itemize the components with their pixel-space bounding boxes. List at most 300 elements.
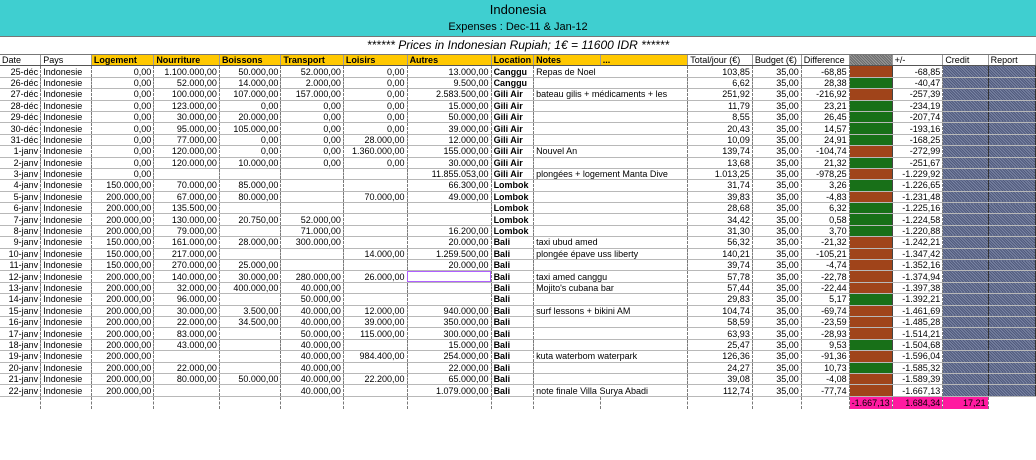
- cell-boissons[interactable]: 107.000,00: [219, 89, 280, 100]
- cell-date[interactable]: 25-déc: [0, 66, 41, 77]
- cell-autres[interactable]: 2.583.500,00: [407, 89, 491, 100]
- cell-location[interactable]: Bali: [491, 260, 534, 271]
- cell-boissons[interactable]: 50.000,00: [219, 66, 280, 77]
- cell-loisirs[interactable]: 0,00: [343, 66, 407, 77]
- cell-plus-minus[interactable]: -1.374,94: [892, 271, 943, 282]
- cell-budget[interactable]: 35,00: [752, 237, 801, 248]
- cell-plus-minus[interactable]: -257,39: [892, 89, 943, 100]
- cell-autres[interactable]: 350.000,00: [407, 316, 491, 327]
- cell-loisirs[interactable]: [343, 214, 407, 225]
- cell-indicator[interactable]: [849, 191, 892, 202]
- cell-boissons[interactable]: 0,00: [219, 100, 280, 111]
- cell-logement[interactable]: 0,00: [91, 168, 153, 179]
- cell-plus-minus[interactable]: -1.514,21: [892, 328, 943, 339]
- cell-logement[interactable]: 200.000,00: [91, 203, 153, 214]
- cell-transport[interactable]: 40.000,00: [281, 316, 343, 327]
- cell-pays[interactable]: Indonesie: [41, 260, 92, 271]
- cell-transport[interactable]: 50.000,00: [281, 294, 343, 305]
- cell-plus-minus[interactable]: -1.352,16: [892, 260, 943, 271]
- cell-credit[interactable]: [943, 385, 988, 396]
- cell-location[interactable]: Lombok: [491, 214, 534, 225]
- cell-report[interactable]: [988, 180, 1035, 191]
- cell-indicator[interactable]: [849, 123, 892, 134]
- cell-boissons[interactable]: 14.000,00: [219, 77, 280, 88]
- cell-difference[interactable]: -22,78: [801, 271, 849, 282]
- cell-total-jour[interactable]: 20,43: [688, 123, 753, 134]
- cell-pays[interactable]: Indonesie: [41, 373, 92, 384]
- cell-pays[interactable]: Indonesie: [41, 237, 92, 248]
- cell-notes[interactable]: [534, 123, 688, 134]
- header-difference[interactable]: Difference: [801, 55, 849, 66]
- cell-indicator[interactable]: [849, 203, 892, 214]
- cell-boissons[interactable]: [219, 351, 280, 362]
- cell-loisirs[interactable]: 0,00: [343, 111, 407, 122]
- cell-loisirs[interactable]: 12.000,00: [343, 305, 407, 316]
- cell-date[interactable]: 30-déc: [0, 123, 41, 134]
- cell-autres[interactable]: 9.500,00: [407, 77, 491, 88]
- cell-location[interactable]: Lombok: [491, 225, 534, 236]
- total-empty-cell[interactable]: [407, 396, 491, 409]
- cell-credit[interactable]: [943, 237, 988, 248]
- cell-indicator[interactable]: [849, 66, 892, 77]
- cell-boissons[interactable]: 20.750,00: [219, 214, 280, 225]
- header-loisirs[interactable]: Loisirs: [343, 55, 407, 66]
- cell-plus-minus[interactable]: -1.347,42: [892, 248, 943, 259]
- cell-budget[interactable]: 35,00: [752, 191, 801, 202]
- cell-total-jour[interactable]: 103,85: [688, 66, 753, 77]
- cell-nourriture[interactable]: 95.000,00: [154, 123, 220, 134]
- cell-budget[interactable]: 35,00: [752, 89, 801, 100]
- cell-location[interactable]: Bali: [491, 282, 534, 293]
- cell-budget[interactable]: 35,00: [752, 316, 801, 327]
- cell-indicator[interactable]: [849, 134, 892, 145]
- cell-indicator[interactable]: [849, 373, 892, 384]
- total-empty-cell[interactable]: [600, 396, 687, 409]
- cell-loisirs[interactable]: 0,00: [343, 157, 407, 168]
- cell-notes[interactable]: [534, 180, 688, 191]
- cell-autres[interactable]: 300.000,00: [407, 328, 491, 339]
- cell-budget[interactable]: 35,00: [752, 146, 801, 157]
- cell-location[interactable]: Bali: [491, 373, 534, 384]
- cell-difference[interactable]: 6,32: [801, 203, 849, 214]
- cell-difference[interactable]: 5,17: [801, 294, 849, 305]
- cell-date[interactable]: 5-janv: [0, 191, 41, 202]
- cell-report[interactable]: [988, 191, 1035, 202]
- cell-date[interactable]: 12-janv: [0, 271, 41, 282]
- cell-indicator[interactable]: [849, 328, 892, 339]
- cell-indicator[interactable]: [849, 146, 892, 157]
- total-empty-cell[interactable]: [534, 396, 601, 409]
- total-empty-cell[interactable]: [91, 396, 153, 409]
- cell-logement[interactable]: 0,00: [91, 100, 153, 111]
- cell-logement[interactable]: 200.000,00: [91, 271, 153, 282]
- cell-report[interactable]: [988, 282, 1035, 293]
- cell-notes[interactable]: [534, 157, 688, 168]
- cell-location[interactable]: Gili Air: [491, 157, 534, 168]
- cell-location[interactable]: Bali: [491, 385, 534, 396]
- cell-pays[interactable]: Indonesie: [41, 168, 92, 179]
- cell-date[interactable]: 13-janv: [0, 282, 41, 293]
- cell-autres[interactable]: 155.000,00: [407, 146, 491, 157]
- cell-plus-minus[interactable]: -1.504,68: [892, 339, 943, 350]
- cell-location[interactable]: Gili Air: [491, 168, 534, 179]
- cell-nourriture[interactable]: 80.000,00: [154, 373, 220, 384]
- cell-budget[interactable]: 35,00: [752, 271, 801, 282]
- cell-location[interactable]: Gili Air: [491, 100, 534, 111]
- cell-notes[interactable]: taxi ubud amed: [534, 237, 688, 248]
- cell-credit[interactable]: [943, 89, 988, 100]
- cell-location[interactable]: Gili Air: [491, 123, 534, 134]
- cell-credit[interactable]: [943, 225, 988, 236]
- cell-budget[interactable]: 35,00: [752, 180, 801, 191]
- cell-credit[interactable]: [943, 157, 988, 168]
- cell-logement[interactable]: 200.000,00: [91, 305, 153, 316]
- cell-nourriture[interactable]: 120.000,00: [154, 146, 220, 157]
- cell-indicator[interactable]: [849, 351, 892, 362]
- cell-nourriture[interactable]: 32.000,00: [154, 282, 220, 293]
- cell-date[interactable]: 11-janv: [0, 260, 41, 271]
- cell-logement[interactable]: 0,00: [91, 77, 153, 88]
- cell-date[interactable]: 6-janv: [0, 203, 41, 214]
- cell-report[interactable]: [988, 260, 1035, 271]
- cell-difference[interactable]: -216,92: [801, 89, 849, 100]
- cell-nourriture[interactable]: 100.000,00: [154, 89, 220, 100]
- cell-budget[interactable]: 35,00: [752, 260, 801, 271]
- cell-transport[interactable]: 0,00: [281, 146, 343, 157]
- cell-plus-minus[interactable]: -1.226,65: [892, 180, 943, 191]
- cell-budget[interactable]: 35,00: [752, 339, 801, 350]
- exchange-rate-note[interactable]: ****** Prices in Indonesian Rupiah; 1€ = 11600 IDR ******: [0, 37, 1036, 55]
- cell-total-jour[interactable]: 39,83: [688, 191, 753, 202]
- cell-difference[interactable]: 3,70: [801, 225, 849, 236]
- cell-indicator[interactable]: [849, 282, 892, 293]
- cell-transport[interactable]: [281, 248, 343, 259]
- cell-nourriture[interactable]: 30.000,00: [154, 305, 220, 316]
- cell-autres[interactable]: [407, 294, 491, 305]
- cell-total-jour[interactable]: 57,78: [688, 271, 753, 282]
- cell-difference[interactable]: -4,83: [801, 191, 849, 202]
- total-empty-cell[interactable]: [41, 396, 92, 409]
- cell-pays[interactable]: Indonesie: [41, 328, 92, 339]
- cell-boissons[interactable]: 10.000,00: [219, 157, 280, 168]
- cell-indicator[interactable]: [849, 294, 892, 305]
- cell-autres[interactable]: 11.855.053,00: [407, 168, 491, 179]
- cell-total-jour[interactable]: 28,68: [688, 203, 753, 214]
- cell-indicator[interactable]: [849, 168, 892, 179]
- cell-plus-minus[interactable]: -1.392,21: [892, 294, 943, 305]
- cell-logement[interactable]: 150.000,00: [91, 260, 153, 271]
- cell-budget[interactable]: 35,00: [752, 282, 801, 293]
- cell-total-jour[interactable]: 25,47: [688, 339, 753, 350]
- cell-logement[interactable]: 200.000,00: [91, 316, 153, 327]
- cell-transport[interactable]: 40.000,00: [281, 339, 343, 350]
- header-budget[interactable]: Budget (€): [752, 55, 801, 66]
- cell-transport[interactable]: [281, 203, 343, 214]
- cell-total-jour[interactable]: 58,59: [688, 316, 753, 327]
- cell-total-jour[interactable]: 8,55: [688, 111, 753, 122]
- cell-pays[interactable]: Indonesie: [41, 339, 92, 350]
- cell-nourriture[interactable]: 96.000,00: [154, 294, 220, 305]
- cell-difference[interactable]: 9,53: [801, 339, 849, 350]
- cell-credit[interactable]: [943, 282, 988, 293]
- cell-logement[interactable]: 0,00: [91, 134, 153, 145]
- cell-date[interactable]: 14-janv: [0, 294, 41, 305]
- cell-boissons[interactable]: 3.500,00: [219, 305, 280, 316]
- total-empty-cell[interactable]: [801, 396, 849, 409]
- cell-location[interactable]: Bali: [491, 351, 534, 362]
- cell-loisirs[interactable]: [343, 385, 407, 396]
- cell-autres[interactable]: 16.200,00: [407, 225, 491, 236]
- cell-loisirs[interactable]: 984.400,00: [343, 351, 407, 362]
- cell-transport[interactable]: [281, 180, 343, 191]
- cell-difference[interactable]: -91,36: [801, 351, 849, 362]
- cell-notes[interactable]: plongée épave uss liberty: [534, 248, 688, 259]
- cell-boissons[interactable]: 85.000,00: [219, 180, 280, 191]
- cell-autres[interactable]: [407, 214, 491, 225]
- cell-pays[interactable]: Indonesie: [41, 111, 92, 122]
- cell-budget[interactable]: 35,00: [752, 168, 801, 179]
- cell-loisirs[interactable]: 26.000,00: [343, 271, 407, 282]
- cell-total-jour[interactable]: 112,74: [688, 385, 753, 396]
- cell-report[interactable]: [988, 134, 1035, 145]
- cell-location[interactable]: Bali: [491, 339, 534, 350]
- cell-transport[interactable]: 300.000,00: [281, 237, 343, 248]
- cell-notes[interactable]: [534, 362, 688, 373]
- cell-location[interactable]: Bali: [491, 237, 534, 248]
- cell-date[interactable]: 2-janv: [0, 157, 41, 168]
- cell-loisirs[interactable]: 0,00: [343, 77, 407, 88]
- header-date[interactable]: Date: [0, 55, 41, 66]
- cell-indicator[interactable]: [849, 237, 892, 248]
- cell-boissons[interactable]: 0,00: [219, 146, 280, 157]
- cell-plus-minus[interactable]: -1.220,88: [892, 225, 943, 236]
- cell-loisirs[interactable]: 39.000,00: [343, 316, 407, 327]
- cell-notes[interactable]: [534, 203, 688, 214]
- cell-budget[interactable]: 35,00: [752, 203, 801, 214]
- cell-pays[interactable]: Indonesie: [41, 157, 92, 168]
- cell-transport[interactable]: 0,00: [281, 157, 343, 168]
- cell-location[interactable]: Bali: [491, 294, 534, 305]
- cell-indicator[interactable]: [849, 385, 892, 396]
- cell-total-jour[interactable]: 39,08: [688, 373, 753, 384]
- cell-location[interactable]: Bali: [491, 248, 534, 259]
- cell-boissons[interactable]: 34.500,00: [219, 316, 280, 327]
- cell-notes[interactable]: [534, 100, 688, 111]
- total-empty-cell[interactable]: [0, 396, 41, 409]
- cell-notes[interactable]: Mojito's cubana bar: [534, 282, 688, 293]
- cell-boissons[interactable]: 105.000,00: [219, 123, 280, 134]
- cell-autres[interactable]: 254.000,00: [407, 351, 491, 362]
- total-empty-cell[interactable]: [343, 396, 407, 409]
- cell-report[interactable]: [988, 77, 1035, 88]
- cell-boissons[interactable]: [219, 203, 280, 214]
- cell-difference[interactable]: -77,74: [801, 385, 849, 396]
- cell-nourriture[interactable]: 67.000,00: [154, 191, 220, 202]
- cell-credit[interactable]: [943, 248, 988, 259]
- cell-loisirs[interactable]: 14.000,00: [343, 248, 407, 259]
- cell-plus-minus[interactable]: -193,16: [892, 123, 943, 134]
- cell-transport[interactable]: [281, 168, 343, 179]
- cell-nourriture[interactable]: 135.500,00: [154, 203, 220, 214]
- cell-report[interactable]: [988, 339, 1035, 350]
- cell-budget[interactable]: 35,00: [752, 225, 801, 236]
- cell-autres[interactable]: [407, 282, 491, 293]
- cell-logement[interactable]: 200.000,00: [91, 373, 153, 384]
- cell-total-jour[interactable]: 31,30: [688, 225, 753, 236]
- cell-boissons[interactable]: [219, 339, 280, 350]
- cell-location[interactable]: Canggu: [491, 66, 534, 77]
- cell-boissons[interactable]: 400.000,00: [219, 282, 280, 293]
- cell-nourriture[interactable]: [154, 351, 220, 362]
- cell-loisirs[interactable]: [343, 282, 407, 293]
- cell-credit[interactable]: [943, 351, 988, 362]
- cell-autres[interactable]: 20.000,00: [407, 260, 491, 271]
- cell-transport[interactable]: [281, 191, 343, 202]
- header-pays[interactable]: Pays: [41, 55, 92, 66]
- cell-logement[interactable]: 200.000,00: [91, 339, 153, 350]
- cell-autres[interactable]: 39.000,00: [407, 123, 491, 134]
- cell-credit[interactable]: [943, 373, 988, 384]
- cell-nourriture[interactable]: 270.000,00: [154, 260, 220, 271]
- cell-plus-minus[interactable]: -272,99: [892, 146, 943, 157]
- header-notes[interactable]: Notes: [534, 55, 601, 66]
- cell-date[interactable]: 27-déc: [0, 89, 41, 100]
- cell-nourriture[interactable]: 22.000,00: [154, 362, 220, 373]
- cell-indicator[interactable]: [849, 214, 892, 225]
- cell-difference[interactable]: 24,91: [801, 134, 849, 145]
- cell-transport[interactable]: 0,00: [281, 134, 343, 145]
- total-empty-cell[interactable]: [154, 396, 220, 409]
- cell-logement[interactable]: 200.000,00: [91, 191, 153, 202]
- cell-difference[interactable]: 23,21: [801, 100, 849, 111]
- cell-boissons[interactable]: 80.000,00: [219, 191, 280, 202]
- cell-total-jour[interactable]: 39,74: [688, 260, 753, 271]
- cell-budget[interactable]: 35,00: [752, 77, 801, 88]
- sheet-title[interactable]: Indonesia: [0, 0, 1036, 20]
- total-report[interactable]: 17,21: [943, 396, 988, 409]
- cell-location[interactable]: Gili Air: [491, 111, 534, 122]
- cell-difference[interactable]: 10,73: [801, 362, 849, 373]
- cell-autres[interactable]: 22.000,00: [407, 362, 491, 373]
- cell-credit[interactable]: [943, 260, 988, 271]
- cell-notes[interactable]: taxi amed canggu: [534, 271, 688, 282]
- cell-autres[interactable]: 940.000,00: [407, 305, 491, 316]
- cell-indicator[interactable]: [849, 305, 892, 316]
- cell-difference[interactable]: -28,93: [801, 328, 849, 339]
- cell-loisirs[interactable]: [343, 225, 407, 236]
- cell-nourriture[interactable]: 83.000,00: [154, 328, 220, 339]
- header-report[interactable]: Report: [988, 55, 1035, 66]
- cell-report[interactable]: [988, 89, 1035, 100]
- cell-pays[interactable]: Indonesie: [41, 282, 92, 293]
- cell-indicator[interactable]: [849, 157, 892, 168]
- cell-credit[interactable]: [943, 66, 988, 77]
- cell-plus-minus[interactable]: -1.596,04: [892, 351, 943, 362]
- cell-plus-minus[interactable]: -1.485,28: [892, 316, 943, 327]
- cell-total-jour[interactable]: 10,09: [688, 134, 753, 145]
- cell-location[interactable]: Lombok: [491, 191, 534, 202]
- cell-date[interactable]: 10-janv: [0, 248, 41, 259]
- cell-budget[interactable]: 35,00: [752, 294, 801, 305]
- cell-budget[interactable]: 35,00: [752, 123, 801, 134]
- cell-total-jour[interactable]: 13,68: [688, 157, 753, 168]
- cell-pays[interactable]: Indonesie: [41, 134, 92, 145]
- cell-budget[interactable]: 35,00: [752, 328, 801, 339]
- cell-loisirs[interactable]: 1.360.000,00: [343, 146, 407, 157]
- cell-pays[interactable]: Indonesie: [41, 66, 92, 77]
- header-total-jour[interactable]: Total/jour (€): [688, 55, 753, 66]
- cell-logement[interactable]: 0,00: [91, 111, 153, 122]
- cell-boissons[interactable]: 50.000,00: [219, 373, 280, 384]
- cell-difference[interactable]: -978,25: [801, 168, 849, 179]
- total-empty-cell[interactable]: [491, 396, 534, 409]
- cell-total-jour[interactable]: 63,93: [688, 328, 753, 339]
- cell-credit[interactable]: [943, 123, 988, 134]
- cell-autres[interactable]: 1.079.000,00: [407, 385, 491, 396]
- cell-credit[interactable]: [943, 168, 988, 179]
- cell-credit[interactable]: [943, 294, 988, 305]
- cell-loisirs[interactable]: [343, 237, 407, 248]
- cell-plus-minus[interactable]: -207,74: [892, 111, 943, 122]
- cell-boissons[interactable]: [219, 248, 280, 259]
- cell-notes[interactable]: [534, 225, 688, 236]
- cell-credit[interactable]: [943, 100, 988, 111]
- cell-transport[interactable]: 40.000,00: [281, 282, 343, 293]
- cell-date[interactable]: 19-janv: [0, 351, 41, 362]
- cell-difference[interactable]: 0,58: [801, 214, 849, 225]
- cell-indicator[interactable]: [849, 225, 892, 236]
- total-credit[interactable]: 1.684,34: [892, 396, 943, 409]
- cell-nourriture[interactable]: 79.000,00: [154, 225, 220, 236]
- cell-boissons[interactable]: [219, 294, 280, 305]
- cell-date[interactable]: 26-déc: [0, 77, 41, 88]
- cell-autres[interactable]: 1.259.500,00: [407, 248, 491, 259]
- cell-loisirs[interactable]: [343, 339, 407, 350]
- cell-pays[interactable]: Indonesie: [41, 294, 92, 305]
- cell-nourriture[interactable]: 22.000,00: [154, 316, 220, 327]
- cell-notes[interactable]: note finale Villa Surya Abadi: [534, 385, 688, 396]
- cell-pays[interactable]: Indonesie: [41, 385, 92, 396]
- cell-indicator[interactable]: [849, 100, 892, 111]
- cell-logement[interactable]: 0,00: [91, 66, 153, 77]
- cell-report[interactable]: [988, 66, 1035, 77]
- cell-date[interactable]: 20-janv: [0, 362, 41, 373]
- cell-logement[interactable]: 200.000,00: [91, 351, 153, 362]
- cell-notes[interactable]: [534, 111, 688, 122]
- cell-transport[interactable]: 2.000,00: [281, 77, 343, 88]
- cell-transport[interactable]: 50.000,00: [281, 328, 343, 339]
- cell-plus-minus[interactable]: -1.224,58: [892, 214, 943, 225]
- cell-autres[interactable]: 15.000,00: [407, 339, 491, 350]
- cell-difference[interactable]: -69,74: [801, 305, 849, 316]
- cell-date[interactable]: 4-janv: [0, 180, 41, 191]
- cell-date[interactable]: 9-janv: [0, 237, 41, 248]
- cell-report[interactable]: [988, 294, 1035, 305]
- cell-date[interactable]: 31-déc: [0, 134, 41, 145]
- cell-loisirs[interactable]: [343, 260, 407, 271]
- cell-boissons[interactable]: 25.000,00: [219, 260, 280, 271]
- cell-nourriture[interactable]: 161.000,00: [154, 237, 220, 248]
- cell-nourriture[interactable]: 217.000,00: [154, 248, 220, 259]
- cell-notes[interactable]: [534, 328, 688, 339]
- cell-boissons[interactable]: [219, 168, 280, 179]
- cell-date[interactable]: 29-déc: [0, 111, 41, 122]
- header-autres[interactable]: Autres: [407, 55, 491, 66]
- cell-date[interactable]: 21-janv: [0, 373, 41, 384]
- cell-nourriture[interactable]: 1.100.000,00: [154, 66, 220, 77]
- header-plus-minus[interactable]: +/-: [892, 55, 943, 66]
- cell-loisirs[interactable]: [343, 180, 407, 191]
